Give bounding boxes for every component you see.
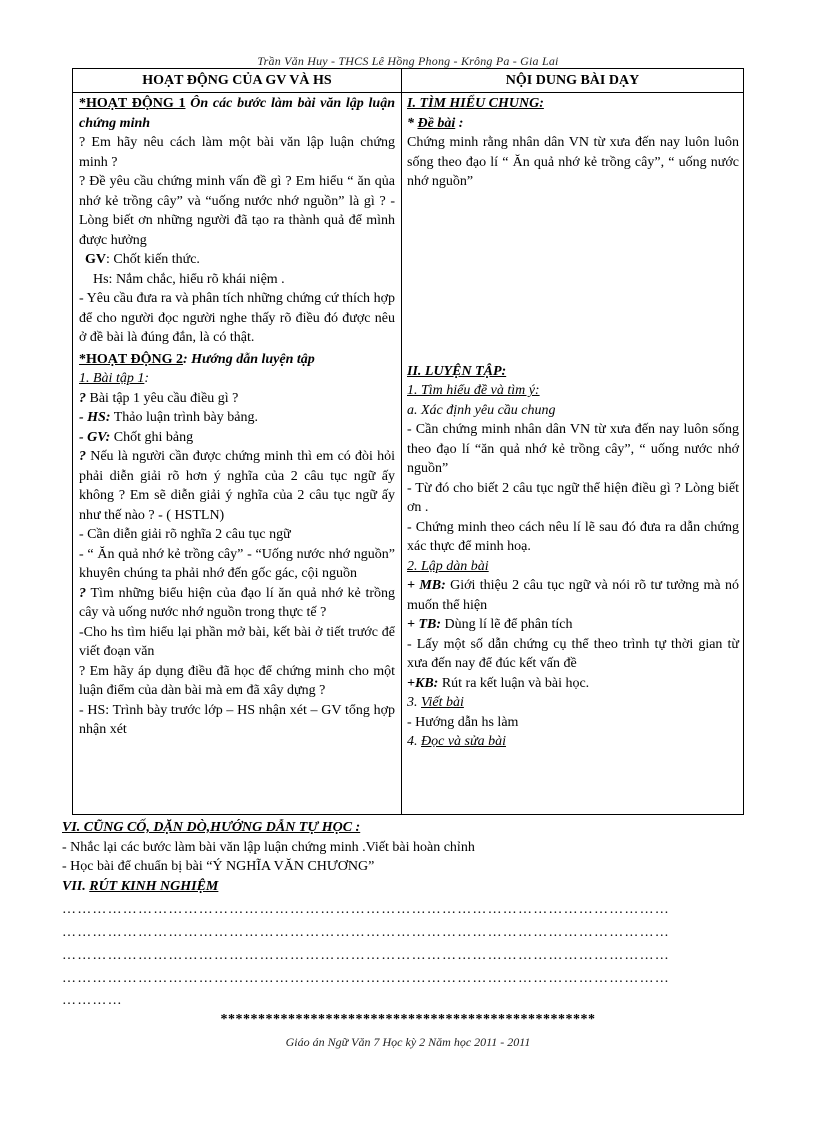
lesson-table (72, 68, 744, 815)
colon: : (455, 115, 464, 131)
notes-line-3: ………………………………………………………………………………………………………… (62, 948, 670, 963)
question-3-text: Nếu là người cần được chứng minh thì em có đòi hỏi phải diễn giải rõ hơn ý nghĩa của 2 câu tục ngữ ấy không ? Em sẽ diễn giải ý nghĩa của 2 câu tục ngữ ấy như thế nào ? - ( HSTLN) (79, 449, 395, 523)
doc-sua-number: 4. (407, 734, 421, 749)
doc-sua-label: Đọc và sửa bài (421, 734, 507, 749)
section-2-title: II. LUYỆN TẬP: (407, 363, 507, 379)
activity-1-label: *HOẠT ĐỘNG 1 (79, 96, 186, 111)
activity-2-label: *HOẠT ĐỘNG 2 (79, 351, 183, 367)
mo-bai (407, 576, 739, 615)
gv-conclusion (79, 250, 395, 270)
question-4 (79, 584, 395, 623)
section-6-line-1: - Nhắc lại các bước làm bài văn lập luận chứng minh .Viết bài hoàn chỉnh (62, 840, 475, 855)
activity-2-subtitle: : Hướng dẫn luyện tập (182, 351, 315, 367)
mb-text: Giới thiệu 2 câu tục ngữ và nói rõ tư tưởng mà nó muốn thể hiện (407, 578, 739, 613)
page-footer: Giáo án Ngữ Văn 7 Học kỳ 2 Năm học 2011 - 2011 (285, 1035, 531, 1049)
teacher-student-activities (79, 94, 395, 740)
left-column-heading: HOẠT ĐỘNG CỦA GV VÀ HS (142, 73, 332, 88)
tim-hieu-de: 1. Tìm hiểu đề và tìm ý: (407, 383, 540, 398)
tb-text: Dùng lí lẽ để phân tích (441, 617, 573, 632)
chung-minh-text: - Chứng minh theo cách nêu lí lẽ sau đó đưa ra dẫn chứng xác thực để minh hoạ. (407, 519, 739, 554)
viet-bai-number: 3. (407, 695, 421, 710)
notes-line-1: ………………………………………………………………………………………………………… (62, 902, 670, 917)
section-6-title: VI. CŨNG CỐ, DẶN DÒ,HƯỚNG DẪN TỰ HỌC : (62, 820, 361, 835)
gv-label: GV (85, 252, 106, 267)
hs-discussion (79, 408, 395, 428)
gv-label-2: - GV: (79, 429, 111, 445)
intro-task: -Cho hs tìm hiểu lại phần mở bài, kết bài ở tiết trước để viết đoạn văn (79, 624, 395, 659)
exercise-1-question-text: Bài tập 1 yêu cầu điều gì ? (86, 390, 239, 406)
question-3 (79, 447, 395, 525)
ket-bai (407, 674, 739, 694)
kb-label: +KB: (407, 675, 439, 691)
de-bai-text: Chứng minh rằng nhân dân VN từ xưa đến nay luôn luôn sống theo đạo lí “ Ăn quả nhớ kẻ trồng cây”, “ uống nước nhớ nguồn” (407, 135, 739, 189)
kb-text: Rút ra kết luận và bài học. (438, 675, 590, 691)
question-1: ? Em hãy nêu cách làm một bài văn lập luận chứng minh ? (79, 135, 395, 170)
question-mark: ? (79, 585, 86, 601)
section-7-number: VII. (62, 879, 90, 894)
exercise-1-colon: : (144, 371, 150, 386)
right-column-heading: NỘI DUNG BÀI DẠY (505, 73, 640, 88)
page-header: Trần Văn Huy - THCS Lê Hồng Phong - Krông Pa - Gia Lai (257, 54, 559, 68)
notes-line-5: ………… (62, 993, 123, 1008)
activity-2-heading (79, 350, 395, 370)
section-7-label: RÚT KINH NGHIỆM (89, 879, 219, 894)
de-bai-heading (407, 114, 739, 134)
tb-label: + TB: (407, 617, 442, 632)
than-bai-extra: - Lấy một số dẫn chứng cụ thể theo trình tự thời gian từ xưa đến nay để đúc kết vấn đề (407, 636, 739, 671)
question-5: ? Em hãy áp dụng điều đã học để chứng minh cho một luận điểm của dàn bài mà em đã xây dựng ? (79, 663, 395, 698)
viet-bai-label: Viết bài (421, 695, 464, 710)
question-mark: ? (79, 390, 86, 406)
exercise-1-text: 1. Bài tập 1 (79, 371, 145, 386)
section-1-title: I. TÌM HIỂU CHUNG: (407, 96, 544, 111)
question-2: ? Đề yêu cầu chứng minh vấn đề gì ? Em hiểu “ ăn qủa nhớ kẻ trồng cây” và “uống nước nhớ nguồn” là gì ? - Lòng biết ơn những người đã tạo ra thành quả để mình được hưởng (79, 174, 395, 248)
mb-label: + MB: (407, 578, 446, 593)
tu-do-text: - Từ đó cho biết 2 câu tục ngữ thể hiện điều gì ? Lòng biết ơn . (407, 480, 739, 515)
doc-sua-bai (407, 732, 739, 752)
lap-dan-bai: 2. Lập dàn bài (407, 558, 489, 574)
star: * (407, 115, 418, 131)
hs-note: Hs: Nắm chắc, hiểu rõ khái niệm . (93, 271, 285, 287)
hs-label: - HS: (79, 410, 111, 425)
notes-line-2: ………………………………………………………………………………………………………… (62, 925, 670, 940)
activity-1-heading (79, 94, 395, 133)
huong-dan-text: - Hướng dẫn hs làm (407, 714, 519, 730)
hs-discussion-text: Thảo luận trình bày bảng. (110, 410, 258, 425)
question-4-text: Tìm những biểu hiện của đạo lí ăn quả nhớ kẻ trồng cây và uống nước nhớ nguồn trong thực tế ? (79, 585, 395, 620)
proverbs-text: - “ Ăn quả nhớ kẻ trồng cây” - “Uống nước nhớ nguồn” khuyên chúng ta phải nhớ đến gốc gác, cội nguồn (79, 546, 395, 581)
gv-text: : Chốt kiến thức. (106, 252, 200, 267)
question-mark: ? (79, 449, 86, 464)
than-bai (407, 615, 739, 635)
gv-board-text: Chốt ghi bảng (110, 429, 194, 445)
yeu-cau-text: - Cần chứng minh nhân dân VN từ xưa đến nay luôn sống theo đạo lí “ăn quả nhớ kẻ trồng cây”, “ uống nước nhớ nguồn” (407, 422, 739, 476)
requirement-text: - Yêu cầu đưa ra và phân tích những chứng cứ thích hợp để cho người đọc người nghe thấy rõ điều đó được nêu ở đề bài là đúng đắn, là có thật. (79, 291, 395, 345)
de-bai-label: Đề bài (417, 115, 456, 131)
section-6-line-2: - Học bài để chuẩn bị bài “Ý NGHĨA VĂN CHƯƠNG” (62, 859, 375, 874)
presentation-text: - HS: Trình bày trước lớp – HS nhận xét – GV tổng hợp nhận xét (79, 702, 395, 737)
gv-board (79, 428, 395, 448)
viet-bai (407, 693, 739, 713)
explain-text: - Cần diễn giải rõ nghĩa 2 câu tục ngữ (79, 527, 291, 542)
section-7-title (62, 877, 752, 897)
xac-dinh-yeu-cau: a. Xác định yêu cầu chung (407, 402, 556, 418)
star-divider: ************************************************** (220, 1012, 596, 1027)
activity-1-subtitle: Ôn các bước làm bài văn lập luận chứng minh (79, 96, 395, 131)
lesson-content (407, 94, 739, 752)
exercise-1-label (79, 369, 395, 389)
notes-line-4: ………………………………………………………………………………………………………… (62, 971, 670, 986)
exercise-1-question (79, 389, 395, 409)
heading-divider (73, 92, 743, 93)
column-divider (401, 69, 402, 814)
